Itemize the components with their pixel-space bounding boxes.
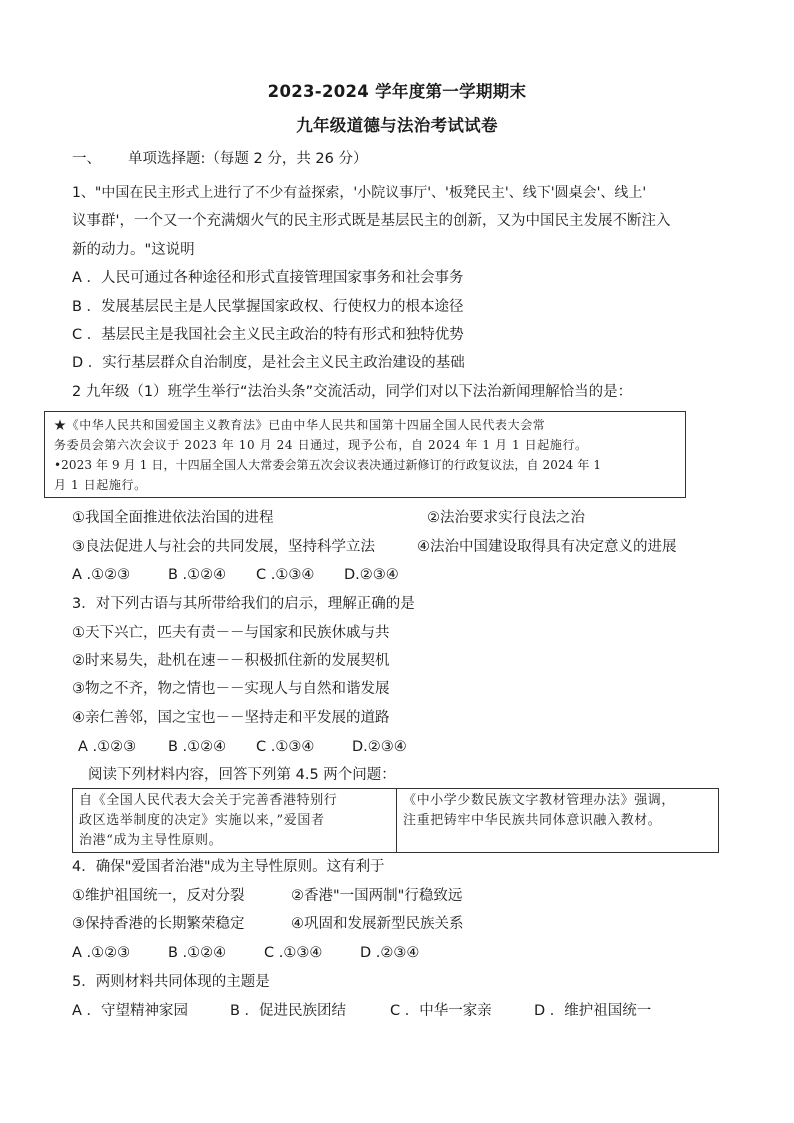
q1-stem-line-1: 1、"中国在民主形式上进行了不少有益探索，'小院议事厅'、'板凳民主'、线下'圆桌会'、线上' — [72, 185, 647, 201]
q2-news-line-1: ★《中华人民共和国爱国主义教育法》已由中华人民共和国第十四届全国人民代表大会常 — [54, 418, 546, 432]
material-right-cell — [397, 789, 718, 852]
q4-choice-c: C .①③④ — [264, 945, 323, 961]
q4-choice-a: A .①②③ — [72, 945, 131, 961]
q3-item-4: ④亲仁善邻，国之宝也－－坚持走和平发展的道路 — [72, 710, 390, 726]
q3-choice-c: C .①③④ — [256, 739, 315, 755]
q4-item-4: ④巩固和发展新型民族关系 — [291, 916, 464, 932]
material-intro: 阅读下列材料内容，回答下列第 4.5 两个问题： — [88, 767, 396, 783]
q2-news-line-4: 月 1 日起施行。 — [54, 478, 147, 492]
q2-item-2: ②法治要求实行良法之治 — [427, 510, 585, 526]
q2-choice-d: D.②③④ — [344, 567, 399, 583]
q2-news-line-3: •2023 年 9 月 1 日，十四届全国人大常委会第五次会议表决通过新修订的行政复议法，自 2024 年 1 — [54, 458, 602, 472]
q2-stem: 2 九年级（1）班学生举行“法治头条”交流活动，同学们对以下法治新闻理解恰当的是： — [72, 384, 633, 400]
q3-choice-a: A .①②③ — [78, 739, 137, 755]
q1-stem-line-3: 新的动力。"这说明 — [72, 242, 195, 258]
material-right-line-2: 注重把铸牢中华民族共同体意识融入教材。 — [403, 813, 662, 828]
q5-choice-b: B ．促进民族团结 — [230, 1003, 347, 1019]
q3-choice-d: D.②③④ — [352, 739, 407, 755]
q2-item-3: ③良法促进人与社会的共同发展，坚持科学立法 — [72, 539, 375, 555]
q1-option-d: D ．实行基层群众自治制度，是社会主义民主政治建设的基础 — [72, 355, 465, 371]
q1-option-a: A ．人民可通过各种途径和形式直接管理国家事务和社会事务 — [72, 270, 464, 286]
q1-stem-line-2: 议事群'，一个又一个充满烟火气的民主形式既是基层民主的创新，又为中国民主发展不断注入 — [72, 213, 671, 229]
q2-item-1: ①我国全面推进依法治国的进程 — [72, 510, 274, 526]
material-table — [72, 788, 719, 853]
q5-choice-c: C ．中华一家亲 — [390, 1003, 492, 1019]
q1-option-b: B ．发展基层民主是人民掌握国家政权、行使权力的根本途径 — [72, 299, 464, 315]
q4-item-1: ①维护祖国统一，反对分裂 — [72, 888, 245, 904]
q2-choice-b: B .①②④ — [168, 567, 227, 583]
q5-stem: 5．两则材料共同体现的主题是 — [72, 974, 270, 990]
material-right-line-1: 《中小学少数民族文字教材管理办法》强调， — [403, 793, 676, 808]
q3-item-2: ②时来易失，赴机在速－－积极抓住新的发展契机 — [72, 653, 390, 669]
q3-item-1: ①天下兴亡，匹夫有责－－与国家和民族休戚与共 — [72, 625, 390, 641]
q3-choice-b: B .①②④ — [168, 739, 227, 755]
q2-item-4: ④法治中国建设取得具有决定意义的进展 — [417, 539, 677, 555]
q2-choice-c: C .①③④ — [256, 567, 315, 583]
q5-choice-d: D ．维护祖国统一 — [534, 1003, 652, 1019]
q4-choice-d: D .②③④ — [360, 945, 420, 961]
material-left-line-1: 自《全国人民代表大会关于完善香港特别行 — [79, 793, 338, 808]
q4-choice-b: B .①②④ — [168, 945, 227, 961]
q2-news-box — [44, 411, 686, 498]
q3-item-3: ③物之不齐，物之情也－－实现人与自然和谐发展 — [72, 681, 390, 697]
q5-choice-a: A ．守望精神家园 — [72, 1003, 189, 1019]
q4-stem: 4．确保"爱国者治港"成为主导性原则。这有利于 — [72, 859, 385, 875]
q2-news-line-2: 务委员会第六次会议于 2023 年 10 月 24 日通过，现予公布，自 2024 年 1 月 1 日起施行。 — [54, 438, 588, 452]
exam-title-year: 2023-2024 学年度第一学期期末 — [267, 82, 527, 101]
material-left-cell — [73, 789, 397, 852]
material-left-line-3: 治港“成为主导性原则。 — [79, 833, 223, 848]
q4-item-2: ②香港"一国两制"行稳致远 — [291, 888, 463, 904]
q2-choice-a: A .①②③ — [72, 567, 131, 583]
q4-item-3: ③保持香港的长期繁荣稳定 — [72, 916, 245, 932]
exam-title-subject: 九年级道德与法治考试试卷 — [296, 116, 498, 135]
section-number: 一、 — [72, 151, 101, 167]
material-left-line-2: 政区选举制度的决定》实施以来，”爱国者 — [79, 813, 325, 828]
q1-option-c: C ．基层民主是我国社会主义民主政治的特有形式和独特优势 — [72, 327, 464, 343]
section-heading: 单项选择题:（每题 2 分，共 26 分） — [128, 151, 368, 167]
q3-stem: 3．对下列古语与其所带给我们的启示，理解正确的是 — [72, 596, 415, 612]
